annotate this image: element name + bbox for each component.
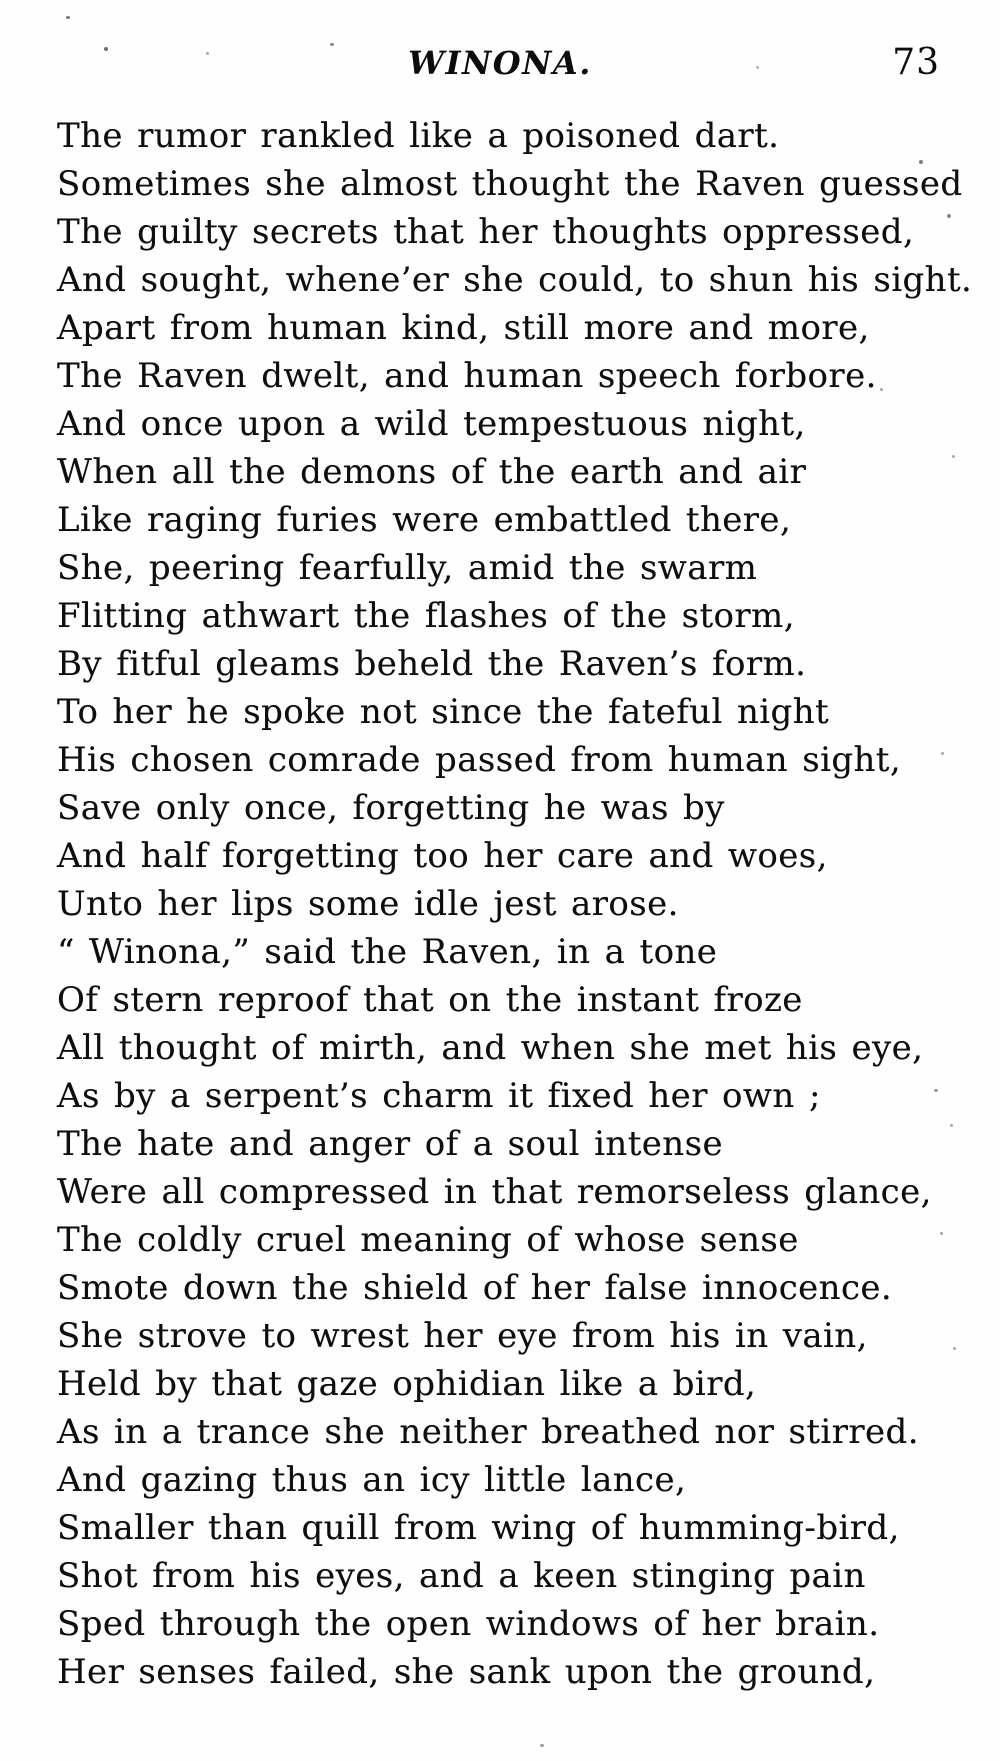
poem-line: Her senses failed, she sank upon the ground,: [57, 1652, 876, 1692]
poem-line: And sought, whene’er she could, to shun his sight.: [57, 260, 973, 300]
poem-line: Shot from his eyes, and a keen stinging pain: [57, 1556, 866, 1596]
poem-line: All thought of mirth, and when she met his eye,: [57, 1028, 924, 1068]
poem-line: She strove to wrest her eye from his in vain,: [57, 1316, 868, 1356]
poem-line: The coldly cruel meaning of whose sense: [57, 1220, 799, 1260]
poem-line: His chosen comrade passed from human sight,: [57, 740, 902, 780]
poem: [57, 112, 973, 1696]
poem-line: Sometimes she almost thought the Raven guessed: [57, 164, 963, 204]
poem-line: When all the demons of the earth and air: [57, 452, 807, 492]
poem-line: By fitful gleams beheld the Raven’s form.: [57, 644, 807, 684]
poem-line: Like raging furies were embattled there,: [57, 500, 792, 540]
poem-line: Unto her lips some idle jest arose.: [57, 884, 679, 924]
poem-line: She, peering fearfully, amid the swarm: [57, 548, 758, 588]
page-number: 73: [892, 42, 940, 83]
poem-line: The rumor rankled like a poisoned dart.: [57, 116, 780, 156]
poem-line: And gazing thus an icy little lance,: [57, 1460, 687, 1500]
scan-speck: [540, 1744, 544, 1747]
poem-line: Flitting athwart the flashes of the storm,: [57, 596, 795, 636]
poem-line: The Raven dwelt, and human speech forbore.: [57, 356, 877, 396]
running-header: [0, 44, 1000, 90]
poem-line: The hate and anger of a soul intense: [57, 1124, 723, 1164]
poem-line: Sped through the open windows of her brain.: [57, 1604, 880, 1644]
poem-line: As in a trance she neither breathed nor stirred.: [57, 1412, 919, 1452]
poem-line: Held by that gaze ophidian like a bird,: [57, 1364, 757, 1404]
page-title: WINONA.: [408, 44, 592, 82]
poem-line: Apart from human kind, still more and more,: [57, 308, 870, 348]
poem-line: As by a serpent’s charm it fixed her own ;: [57, 1076, 821, 1116]
scan-speck: [66, 16, 70, 19]
poem-line: Save only once, forgetting he was by: [57, 788, 725, 828]
poem-line: Were all compressed in that remorseless glance,: [57, 1172, 932, 1212]
poem-line: And half forgetting too her care and woes,: [57, 836, 828, 876]
poem-line: Of stern reproof that on the instant froze: [57, 980, 803, 1020]
poem-line: “ Winona,” said the Raven, in a tone: [57, 932, 718, 972]
poem-line: Smote down the shield of her false innocence.: [57, 1268, 893, 1308]
poem-line: And once upon a wild tempestuous night,: [57, 404, 806, 444]
poem-line: Smaller than quill from wing of humming-bird,: [57, 1508, 900, 1548]
poem-line: The guilty secrets that her thoughts oppressed,: [57, 212, 915, 252]
poem-line: To her he spoke not since the fateful night: [57, 692, 830, 732]
